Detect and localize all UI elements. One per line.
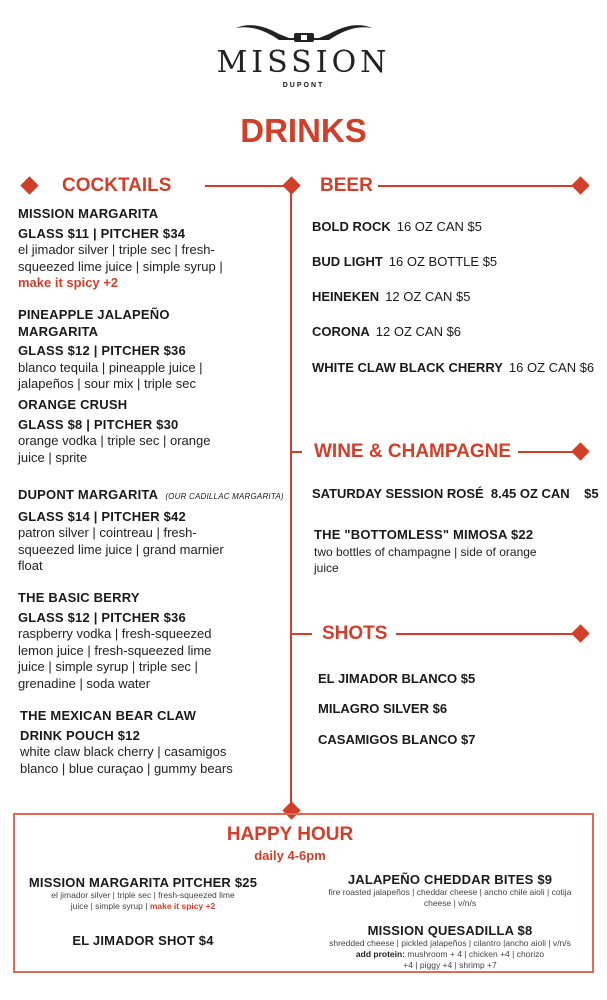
item-desc: white claw black cherry | casamigos blanco | blue curaçao | gummy bears	[20, 744, 233, 776]
brand-name: MISSION	[216, 45, 391, 80]
item-price: GLASS $12 | PITCHER $36	[18, 343, 186, 358]
item-detail: 12 OZ CAN $6	[375, 324, 462, 339]
item-detail: 16 OZ CAN $5	[396, 219, 482, 234]
beer-item	[312, 254, 497, 269]
item-name: THE "BOTTOMLESS" MIMOSA $22	[314, 527, 534, 542]
item-name: SATURDAY SESSION ROSÉ 8.45 OZ CAN $5	[312, 486, 599, 501]
menu-item	[18, 590, 228, 692]
divider	[518, 451, 578, 453]
beer-item	[312, 324, 461, 339]
item-name: PINEAPPLE JALAPEÑO MARGARITA	[18, 307, 170, 339]
item-name: BOLD ROCK	[312, 219, 391, 234]
item-desc: el jimador silver | triple sec | fresh-squeezed lime juice | simple syrup |	[18, 242, 223, 274]
menu-item	[18, 307, 243, 393]
item-price: GLASS $14 | PITCHER $42	[18, 508, 186, 524]
section-heading-beer: BEER	[320, 175, 373, 196]
item-desc: shredded cheese | pickled jalapeños | cilantro |ancho aioli | v/n/s	[329, 938, 571, 948]
beer-item	[312, 289, 470, 304]
item-detail: 16 OZ BOTTLE $5	[388, 254, 498, 269]
section-heading-wine: WINE & CHAMPAGNE	[314, 441, 512, 462]
item-desc: patron silver | cointreau | fresh-squeezed lime juice | grand marnier float	[18, 525, 224, 573]
item-name: CASAMIGOS BLANCO $7	[318, 732, 476, 747]
item-desc: fire roasted jalapeños | cheddar cheese | ancho chile aioli | cotija cheese | v/n/s	[328, 887, 572, 908]
item-desc: orange vodka | triple sec | orange juice | sprite	[18, 433, 211, 465]
brand-sub: DUPONT	[282, 82, 325, 89]
item-price: DRINK POUCH $12	[20, 727, 141, 743]
menu-item	[18, 397, 233, 466]
menu-item	[20, 708, 255, 777]
item-name: THE BASIC BERRY	[18, 590, 140, 605]
item-name: MISSION MARGARITA PITCHER $25	[28, 875, 258, 890]
divider-vertical	[290, 185, 292, 805]
wine-item	[314, 527, 564, 577]
beer-item	[312, 219, 482, 234]
horns-icon	[234, 22, 374, 46]
item-name: BUD LIGHT	[312, 254, 383, 269]
happy-hour-sub: daily 4-6pm	[254, 848, 326, 863]
item-desc: raspberry vodka | fresh-squeezed lemon juice | fresh-squeezed lime juice | simple syrup | triple sec | grenadine | soda water	[18, 626, 212, 691]
hh-item	[28, 875, 258, 912]
protein-options: mushroom + 4 | chicken +4 | chorizo +4 | piggy +4 | shrimp +7	[403, 949, 545, 970]
beer-item	[312, 360, 594, 375]
section-heading-cocktails: COCKTAILS	[62, 175, 172, 196]
diamond-icon	[571, 624, 589, 642]
diamond-icon	[571, 176, 589, 194]
item-desc: blanco tequila | pineapple juice | jalapeños | sour mix | triple sec	[18, 359, 203, 391]
item-name: MILAGRO SILVER $6	[318, 701, 448, 716]
item-note: (OUR CADILLAC MARGARITA)	[165, 492, 284, 501]
shot-item	[318, 732, 481, 747]
item-desc: el jimador silver | triple sec | fresh-squeezed lime juice | simple syrup |	[51, 890, 235, 911]
diamond-icon	[20, 176, 38, 194]
happy-hour-heading: HAPPY HOUR	[226, 824, 354, 845]
menu-item	[18, 487, 288, 575]
item-name: WHITE CLAW BLACK CHERRY	[312, 360, 503, 375]
divider	[205, 185, 291, 187]
protein-label: add protein:	[355, 949, 406, 959]
hh-item	[310, 872, 590, 909]
hh-item	[305, 923, 595, 971]
item-name: THE MEXICAN BEAR CLAW	[20, 708, 197, 723]
item-name: CORONA	[312, 324, 370, 339]
item-desc: two bottles of champagne | side of orange juice	[314, 544, 537, 575]
page-title: DRINKS	[240, 112, 367, 149]
item-extra: make it spicy +2	[149, 901, 216, 911]
item-name: MISSION QUESADILLA $8	[367, 923, 533, 938]
hh-item	[28, 933, 258, 948]
divider	[292, 633, 312, 635]
item-name: ORANGE CRUSH	[18, 397, 128, 412]
menu-item	[18, 206, 243, 292]
shot-item	[318, 701, 453, 716]
section-heading-shots: SHOTS	[322, 623, 388, 644]
item-detail: 12 OZ CAN $5	[385, 289, 471, 304]
item-detail: 16 OZ CAN $6	[508, 360, 595, 375]
item-name: HEINEKEN	[312, 289, 380, 304]
logo	[0, 22, 607, 89]
item-name: DUPONT MARGARITA	[18, 487, 158, 502]
item-price: GLASS $12 | PITCHER $36	[18, 609, 186, 625]
divider	[292, 451, 302, 453]
item-extra: make it spicy +2	[18, 275, 119, 290]
item-name: EL JIMADOR BLANCO $5	[318, 671, 476, 686]
diamond-icon	[571, 442, 589, 460]
wine-item	[312, 486, 605, 501]
item-name: MISSION MARGARITA	[18, 206, 159, 221]
item-price: GLASS $11 | PITCHER $34	[18, 225, 186, 241]
divider	[378, 185, 578, 187]
item-price: GLASS $8 | PITCHER $30	[18, 416, 179, 432]
item-name: JALAPEÑO CHEDDAR BITES $9	[347, 872, 553, 887]
item-name: EL JIMADOR SHOT $4	[72, 933, 214, 948]
shot-item	[318, 671, 481, 686]
divider	[396, 633, 578, 635]
